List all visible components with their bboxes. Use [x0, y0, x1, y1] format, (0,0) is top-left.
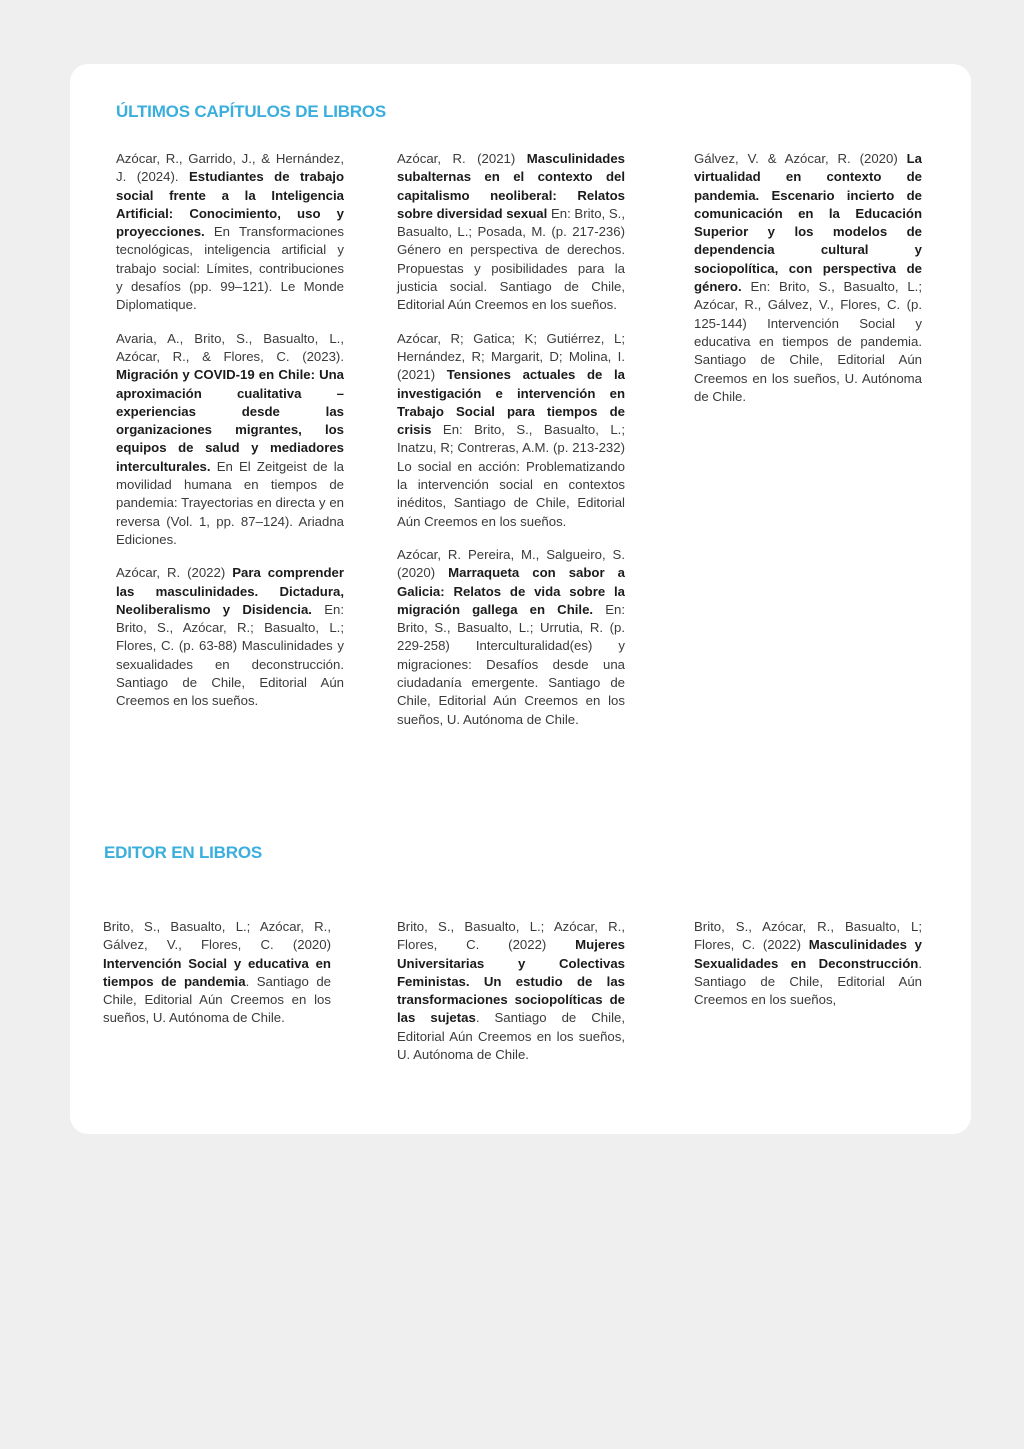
- reference-entry: Azócar, R., Garrido, J., & Hernández, J. (2024). Estudiantes de trabajo social frente a la Inteligencia Artificial: Conocimiento, uso y proyecciones. En Transformaciones tecnológicas, inteligencia artificial y trabajo social: Límites, contribuciones y desafíos (pp. 99–121). Le Monde Diplomatique.: [116, 151, 344, 313]
- reference-entry: Brito, S., Basualto, L.; Azócar, R., Gálvez, V., Flores, C. (2020) Intervención Social y educativa en tiempos de pandemia. Santiago de Chile, Editorial Aún Creemos en los sueños, U. Autónoma de Chile.: [103, 919, 331, 1026]
- chapters-column-1: [116, 150, 344, 726]
- section-title-editor: EDITOR EN LIBROS: [104, 843, 263, 862]
- editor-column-3: [694, 918, 922, 1024]
- reference-entry: Azócar, R. Pereira, M., Salgueiro, S. (2020) Marraqueta con sabor a Galicia: Relatos de vida sobre la migración gallega en Chile. En: Brito, S., Basualto, L.; Urrutia, R. (p. 229-258) Interculturalidad(es) y migraciones: Desafíos desde una ciudadanía emergente. Santiago de Chile, Editorial Aún Creemos en los sueños, U. Autónoma de Chile.: [397, 546, 625, 727]
- reference-entry: Azócar, R. (2022) Para comprender las masculinidades. Dictadura, Neoliberalismo y Disidencia. En: Brito, S., Azócar, R.; Basualto, L.; Flores, C. (p. 63-88) Masculinidades y sexualidades en deconstrucción. Santiago de Chile, Editorial Aún Creemos en los sueños.: [116, 565, 345, 709]
- reference-entry: Azócar, R. (2021) Masculinidades subalternas en el contexto del capitalismo neoliberal: Relatos sobre diversidad sexual En: Brito, S., Basualto, L.; Posada, M. (p. 217-236) Género en perspectiva de derechos. Propuestas y posibilidades para la justicia social. Santiago de Chile, Editorial Aún Creemos en los sueños.: [397, 151, 625, 313]
- editor-column-1: [103, 918, 331, 1043]
- chapters-column-3: [694, 150, 922, 421]
- reference-entry: Gálvez, V. & Azócar, R. (2020) La virtualidad en contexto de pandemia. Escenario incierto de comunicación en la Educación Superior y los modelos de dependencia cultural y sociopolítica, con perspectiva de género. En: Brito, S., Basualto, L.; Azócar, R., Gálvez, V., Flores, C. (p. 125-144) Intervención Social y educativa en tiempos de pandemia. Santiago de Chile, Editorial Aún Creemos en los sueños, U. Autónoma de Chile.: [694, 151, 922, 404]
- section-title-chapters: ÚLTIMOS CAPÍTULOS DE LIBROS: [116, 102, 387, 121]
- reference-entry: Avaria, A., Brito, S., Basualto, L., Azócar, R., & Flores, C. (2023). Migración y COVID-19 en Chile: Una aproximación cualitativa – experiencias desde las organizaciones migrantes, los equipos de salud y mediadores interculturales. En El Zeitgeist de la movilidad humana en tiempos de pandemia: Trayectorias en directa y en reversa (Vol. 1, pp. 87–124). Ariadna Ediciones.: [116, 330, 344, 547]
- editor-column-2: [397, 918, 625, 1079]
- reference-entry: Azócar, R; Gatica; K; Gutiérrez, L; Hernández, R; Margarit, D; Molina, I. (2021) Tensiones actuales de la investigación e intervención en Trabajo Social para tiempos de crisis En: Brito, S., Basualto, L.; Inatzu, R; Contreras, A.M. (p. 213-232) Lo social en acción: Problematizando la intervención social en contextos inéditos, Santiago de Chile, Editorial Aún Creemos en los sueños.: [397, 330, 625, 529]
- reference-entry: Brito, S., Azócar, R., Basualto, L; Flores, C. (2022) Masculinidades y Sexualidades en Deconstrucción. Santiago de Chile, Editorial Aún Creemos en los sueños,: [694, 919, 922, 1008]
- chapters-column-2: [397, 150, 625, 744]
- reference-entry: Brito, S., Basualto, L.; Azócar, R., Flores, C. (2022) Mujeres Universitarias y Colectivas Feministas. Un estudio de las transformaciones sociopolíticas de las sujetas. Santiago de Chile, Editorial Aún Creemos en los sueños, U. Autónoma de Chile.: [397, 919, 625, 1063]
